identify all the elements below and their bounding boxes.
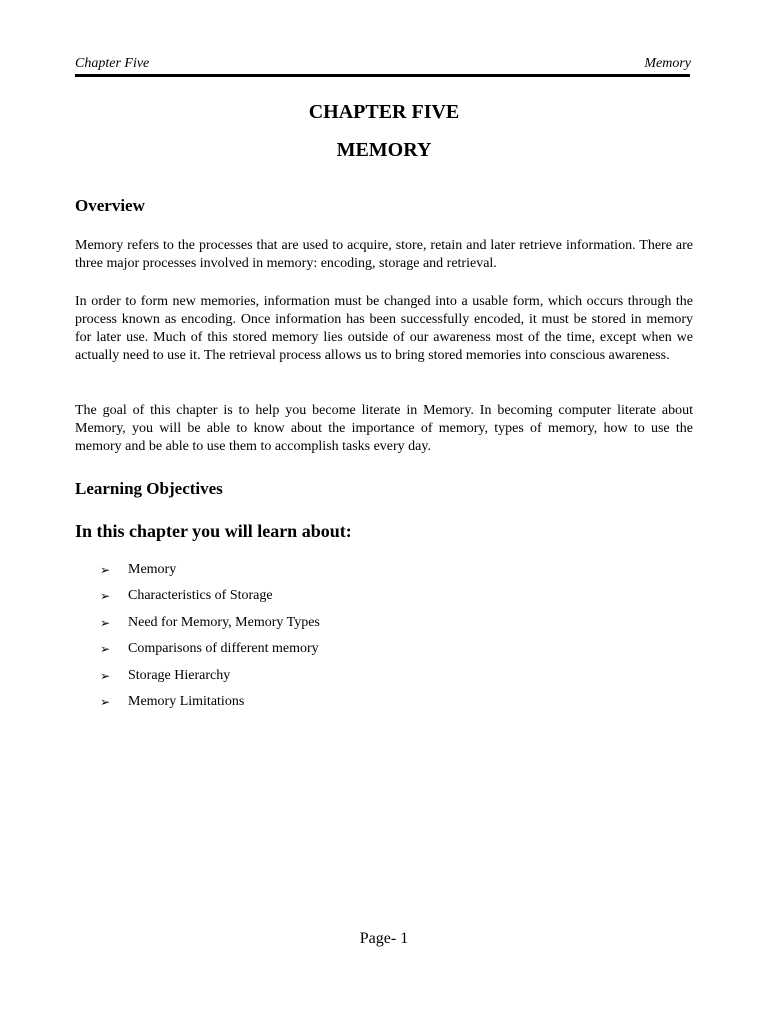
objective-label: Comparisons of different memory	[128, 641, 319, 657]
learn-about-heading: In this chapter you will learn about:	[75, 521, 352, 541]
learning-objectives-heading: Learning Objectives	[75, 479, 223, 498]
list-item	[100, 666, 320, 692]
objective-label: Storage Hierarchy	[128, 667, 231, 683]
objective-label: Memory Limitations	[128, 693, 245, 709]
objective-label: Need for Memory, Memory Types	[128, 614, 320, 630]
arrowhead-bullet-icon: ➢	[100, 563, 111, 577]
list-item	[100, 586, 320, 612]
arrowhead-bullet-icon: ➢	[100, 642, 111, 657]
header-chapter-label: Chapter Five	[75, 56, 150, 71]
arrowhead-bullet-icon: ➢	[100, 694, 111, 709]
header-divider	[75, 74, 690, 77]
overview-paragraph: In order to form new memories, information must be changed into a usable form, which occurs through the process known as encoding. Once information has been successfully encoded, it must be stored in memory for later use. Much of this stored memory lies outside of our awareness most of the time, except when we actually need to use it. The retrieval process allows us to bring stored memories into conscious awareness.	[75, 294, 693, 363]
page-number: Page- 1	[359, 930, 409, 947]
running-header	[75, 55, 691, 73]
arrowhead-bullet-icon: ➢	[100, 589, 111, 604]
objective-label: Memory	[128, 562, 177, 577]
overview-heading: Overview	[75, 196, 145, 215]
arrowhead-bullet-icon: ➢	[100, 615, 111, 630]
header-topic-label: Memory	[644, 56, 691, 71]
overview-paragraph: The goal of this chapter is to help you become literate in Memory. In becoming computer literate about Memory, you will be able to know about the importance of memory, types of memory, how to use the memory and be able to use them to accomplish tasks every day.	[75, 403, 693, 454]
chapter-title-heading: MEMORY	[336, 139, 432, 161]
chapter-number-heading: CHAPTER FIVE	[308, 101, 460, 123]
objective-label: Characteristics of Storage	[128, 588, 273, 604]
list-item	[100, 560, 320, 586]
list-item	[100, 613, 320, 639]
objectives-list	[100, 560, 320, 718]
list-item	[100, 692, 320, 718]
overview-paragraph: Memory refers to the processes that are used to acquire, store, retain and later retrieve information. There are three major processes involved in memory: encoding, storage and retrieval.	[75, 238, 693, 271]
arrowhead-bullet-icon: ➢	[100, 668, 111, 683]
list-item	[100, 639, 320, 665]
